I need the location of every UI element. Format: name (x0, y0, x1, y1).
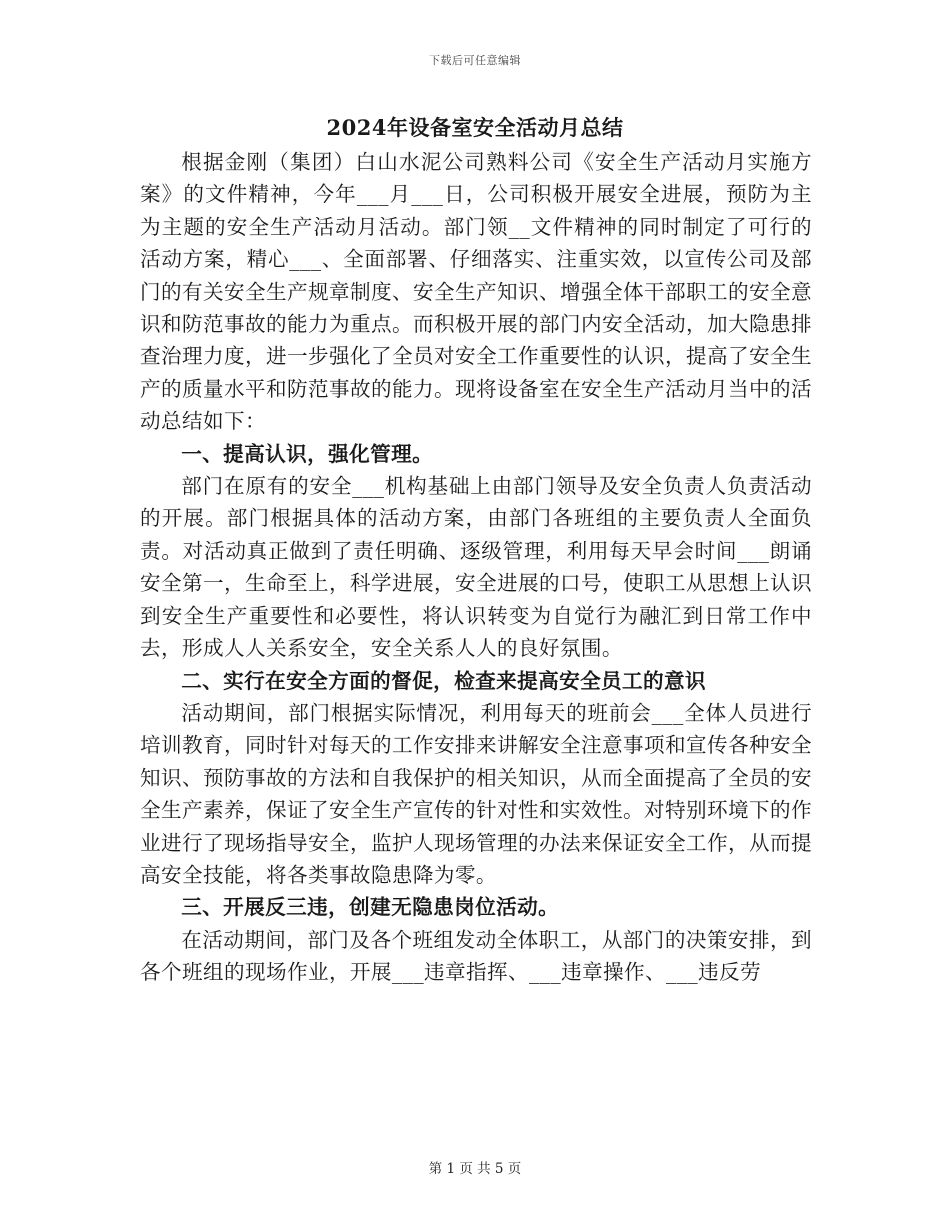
section-paragraph-3: 在活动期间，部门及各个班组发动全体职工，从部门的决策安排，到各个班组的现场作业，开展___违章指挥、___违章操作、___违反劳 (140, 927, 812, 985)
document-body (140, 146, 812, 989)
document-title: 2024年设备室安全活动月总结 (326, 115, 624, 140)
page-header-note: 下载后可任意编辑 (429, 54, 521, 67)
section-paragraph-1: 部门在原有的安全___机构基础上由部门领导及安全负责人负责活动的开展。部门根据具体的活动方案，由部门各班组的主要负责人全面负责。对活动真正做到了责任明确、逐级管理，利用每天早会时间___朗诵安全第一，生命至上，科学进展，安全进展的口号，使职工从思想上认识到安全生产重要性和必要性，将认识转变为自觉行为融汇到日常工作中去，形成人人关系安全，安全关系人人的良好氛围。 (140, 474, 812, 661)
section-heading-2: 二、实行在安全方面的督促，检查来提高安全员工的意识 (181, 668, 707, 693)
section-heading-3: 三、开展反三违，创建无隐患岗位活动。 (181, 895, 560, 920)
section-paragraph-2: 活动期间，部门根据实际情况，利用每天的班前会___全体人员进行培训教育，同时针对每天的工作安排来讲解安全注意事项和宣传各种安全知识、预防事故的方法和自我保护的相关知识，从而全面提高了全员的安全生产素养，保证了安全生产宣传的针对性和实效性。对特别环境下的作业进行了现场指导安全，监护人现场管理的办法来保证安全工作，从而提高安全技能，将各类事故隐患降为零。 (140, 700, 812, 887)
page-number: 第 1 页 共 5 页 (428, 1161, 522, 1177)
section-heading-1: 一、提高认识，强化管理。 (181, 441, 434, 466)
intro-paragraph: 根据金刚（集团）白山水泥公司熟料公司《安全生产活动月实施方案》的文件精神，今年___月___日，公司积极开展安全进展，预防为主为主题的安全生产活动月活动。部门领__文件精神的同时制定了可行的活动方案，精心___、全面部署、仔细落实、注重实效，以宣传公司及部门的有关安全生产规章制度、安全生产知识、增强全体干部职工的安全意识和防范事故的能力为重点。而积极开展的部门内安全活动，加大隐患排查治理力度，进一步强化了全员对安全工作重要性的认识，提高了安全生产的质量水平和防范事故的能力。现将设备室在安全生产活动月当中的活动总结如下： (140, 150, 812, 434)
